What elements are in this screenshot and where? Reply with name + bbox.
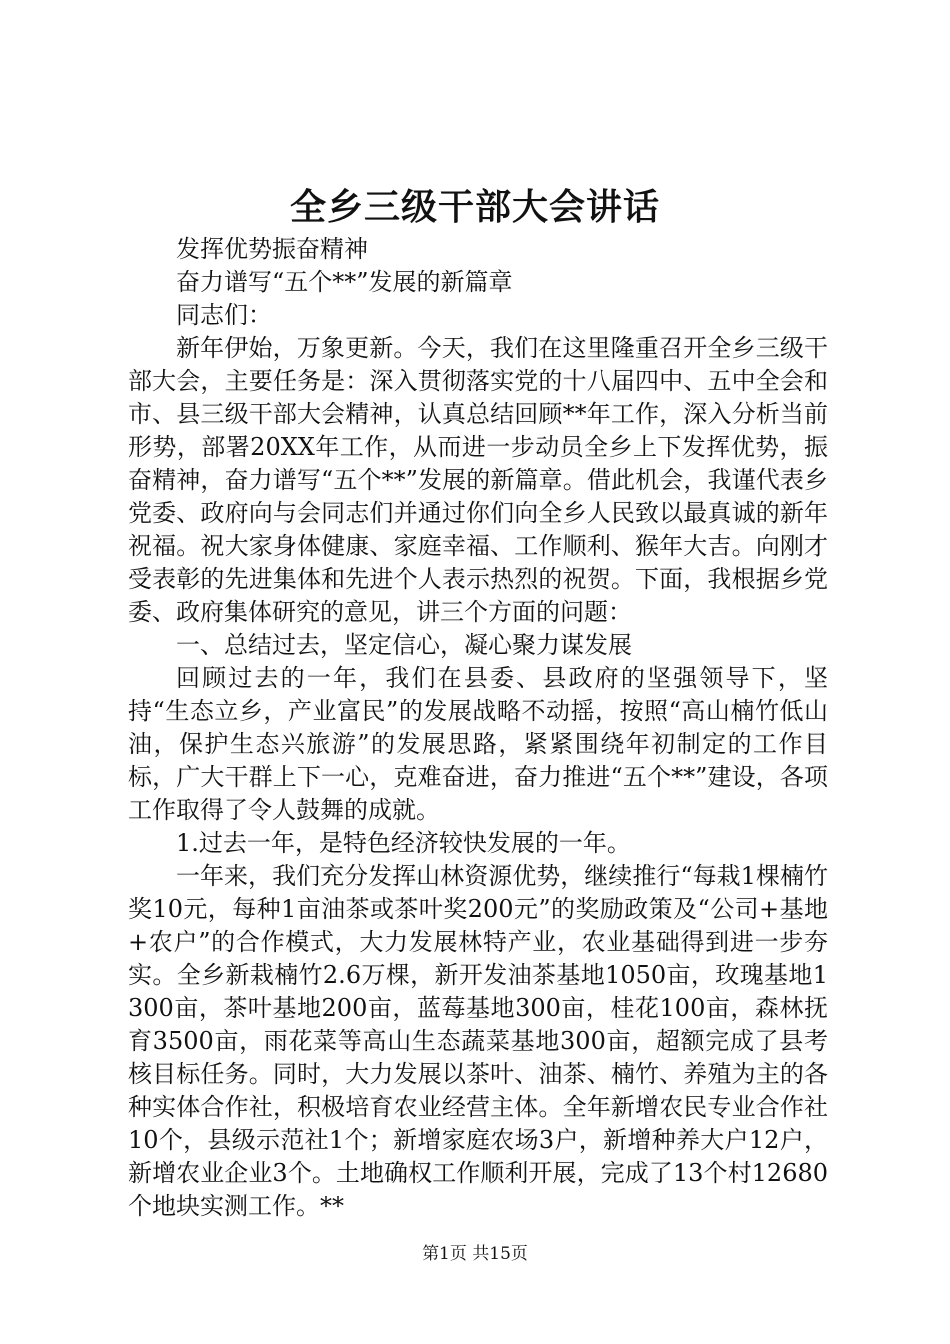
subtitle-line-2: 奋力谱写“五个**”发展的新篇章	[176, 268, 513, 296]
paragraph-review: 回顾过去的一年，我们在县委、县政府的坚强领导下，坚持“生态立乡，产业富民”的发展战略不动摇，按照“高山楠竹低山油，保护生态兴旅游”的发展思路，紧紧围绕年初制定的工作目标，广大干群上下一心，克难奋进，奋力推进“五个**”建设，各项工作取得了令人鼓舞的成就。	[128, 664, 828, 824]
subtitle-line-1: 发挥优势振奋精神	[176, 235, 368, 263]
paragraph-opening: 新年伊始，万象更新。今天，我们在这里隆重召开全乡三级干部大会，主要任务是：深入贯彻落实党的十八届四中、五中全会和市、县三级干部大会精神，认真总结回顾**年工作，深入分析当前形势，部署20XX年工作，从而进一步动员全乡上下发挥优势，振奋精神，奋力谱写“五个**”发展的新篇章。借此机会，我谨代表乡党委、政府向与会同志们并通过你们向全乡人民致以最真诚的新年祝福。祝大家身体健康、家庭幸福、工作顺利、猴年大吉。向刚才受表彰的先进集体和先进个人表示热烈的祝贺。下面，我根据乡党委、政府集体研究的意见，讲三个方面的问题：	[128, 334, 828, 626]
page-footer: 第1页 共15页	[422, 1244, 528, 1264]
paragraph-economy: 一年来，我们充分发挥山林资源优势，继续推行“每栽1棵楠竹奖10元，每种1亩油茶或茶叶奖200元”的奖励政策及“公司+基地+农户”的合作模式，大力发展林特产业，农业基础得到进一步夯实。全乡新栽楠竹2.6万棵，新开发油茶基地1050亩，玫瑰基地1300亩，茶叶基地200亩，蓝莓基地300亩，桂花100亩，森林抚育3500亩，雨花菜等高山生态蔬菜基地300亩，超额完成了县考核目标任务。同时，大力发展以茶叶、油茶、楠竹、养殖为主的各种实体合作社，积极培育农业经营主体。全年新增农民专业合作社10个，县级示范社1个；新增家庭农场3户，新增种养大户12户，新增农业企业3个。土地确权工作顺利开展，完成了13个村12680个地块实测工作。**	[128, 862, 828, 1220]
document-body	[128, 233, 828, 1223]
subheading-1: 1.过去一年，是特色经济较快发展的一年。	[176, 829, 631, 857]
salutation: 同志们：	[176, 301, 272, 329]
document-title: 全乡三级干部大会讲话	[289, 187, 660, 228]
section-heading-1: 一、总结过去，坚定信心，凝心聚力谋发展	[176, 631, 632, 659]
